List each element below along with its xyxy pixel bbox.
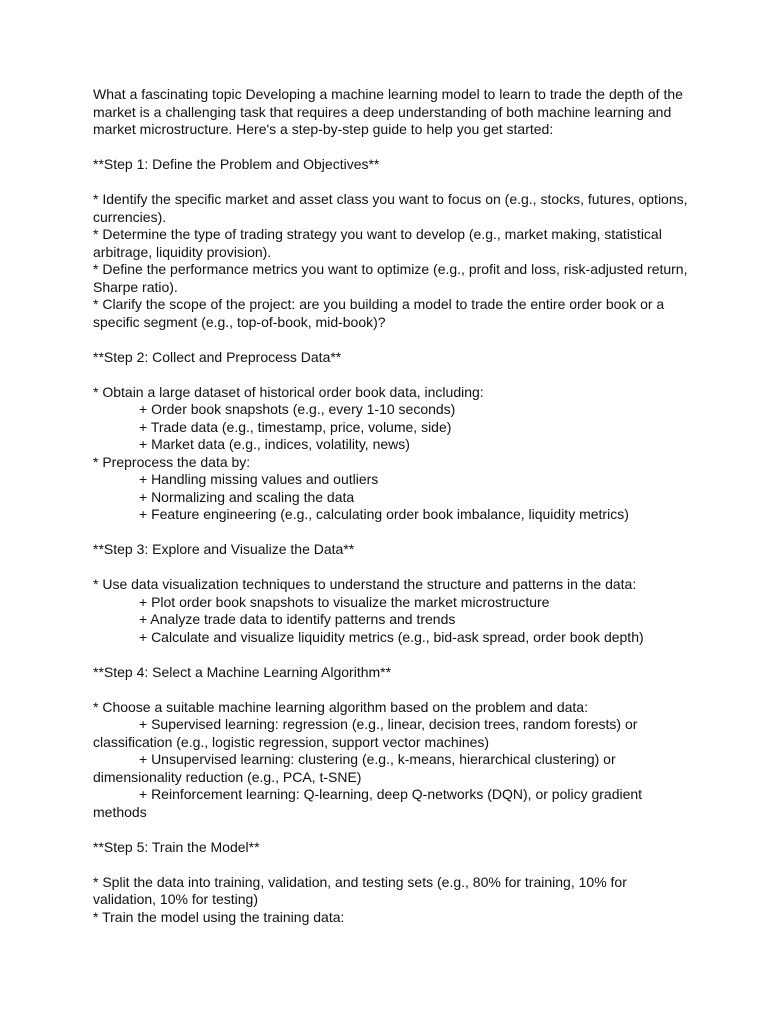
step4-item-first: + Supervised learning: regression (e.g., linear, decision trees, random forests) or [139,716,638,732]
step4-item-first: + Unsupervised learning: clustering (e.g., k-means, hierarchical clustering) or [139,751,616,767]
spacer [93,366,693,384]
spacer [93,524,693,542]
step2-obtain: * Obtain a large dataset of historical order book data, including: [93,383,484,400]
intro-paragraph: What a fascinating topic Developing a machine learning model to learn to trade the depth of the market is a challenging task that requires a deep understanding of both machine learning and market microstructure. Here's a step-by-step guide to help you get started: [93,86,683,137]
spacer [93,559,693,577]
step1-item: * Clarify the scope of the project: are you building a model to trade the entire order book or a specific segment (e.g., top-of-book, mid-book)? [93,296,665,330]
step2-heading: **Step 2: Collect and Preprocess Data** [93,348,342,365]
step1-heading: **Step 1: Define the Problem and Objectives** [93,156,380,172]
step2-obtain-item: + Market data (e.g., indices, volatility, news) [139,436,410,452]
step5-heading: **Step 5: Train the Model** [93,838,260,855]
spacer [93,856,693,874]
step4-item-continuation: methods [93,803,147,820]
step5-item: * Split the data into training, validation, and testing sets (e.g., 80% for training, 10% for validation, 10% for testing) [93,873,627,907]
spacer [93,331,693,349]
step3-item: + Calculate and visualize liquidity metrics (e.g., bid-ask spread, order book depth) [139,628,644,645]
step3-heading: **Step 3: Explore and Visualize the Data** [93,541,355,557]
spacer [93,821,693,839]
spacer [93,681,693,699]
spacer [93,646,693,664]
step4-heading: **Step 4: Select a Machine Learning Algorithm** [93,663,392,680]
step1-item: * Determine the type of trading strategy you want to develop (e.g., market making, statistical arbitrage, liquidity provision). [93,226,662,260]
step3-lead: * Use data visualization techniques to understand the structure and patterns in the data: [93,576,637,592]
step2-preprocess: * Preprocess the data by: [93,453,251,470]
step3-item: + Plot order book snapshots to visualize the market microstructure [139,593,550,610]
step2-obtain-item: + Order book snapshots (e.g., every 1-10 seconds) [139,401,456,417]
step4-item-continuation: dimensionality reduction (e.g., PCA, t-SNE) [93,768,362,785]
step3-item: + Analyze trade data to identify patterns and trends [139,611,456,627]
spacer [93,174,693,192]
step4-item-first: + Reinforcement learning: Q-learning, deep Q-networks (DQN), or policy gradient [139,786,643,802]
step5-item: * Train the model using the training data: [93,908,345,925]
spacer [93,139,693,157]
step2-preprocess-item: + Feature engineering (e.g., calculating order book imbalance, liquidity metrics) [139,506,629,522]
step1-item: * Identify the specific market and asset class you want to focus on (e.g., stocks, futures, options, currencies). [93,191,688,225]
step1-item: * Define the performance metrics you want to optimize (e.g., profit and loss, risk-adjusted return, Sharpe ratio). [93,261,688,295]
step4-item-continuation: classification (e.g., logistic regression, support vector machines) [93,733,490,750]
document-page [93,86,693,926]
step2-obtain-item: + Trade data (e.g., timestamp, price, volume, side) [139,418,452,435]
step2-preprocess-item: + Handling missing values and outliers [139,471,379,487]
step4-lead: * Choose a suitable machine learning algorithm based on the problem and data: [93,698,588,715]
step2-preprocess-item: + Normalizing and scaling the data [139,488,355,505]
